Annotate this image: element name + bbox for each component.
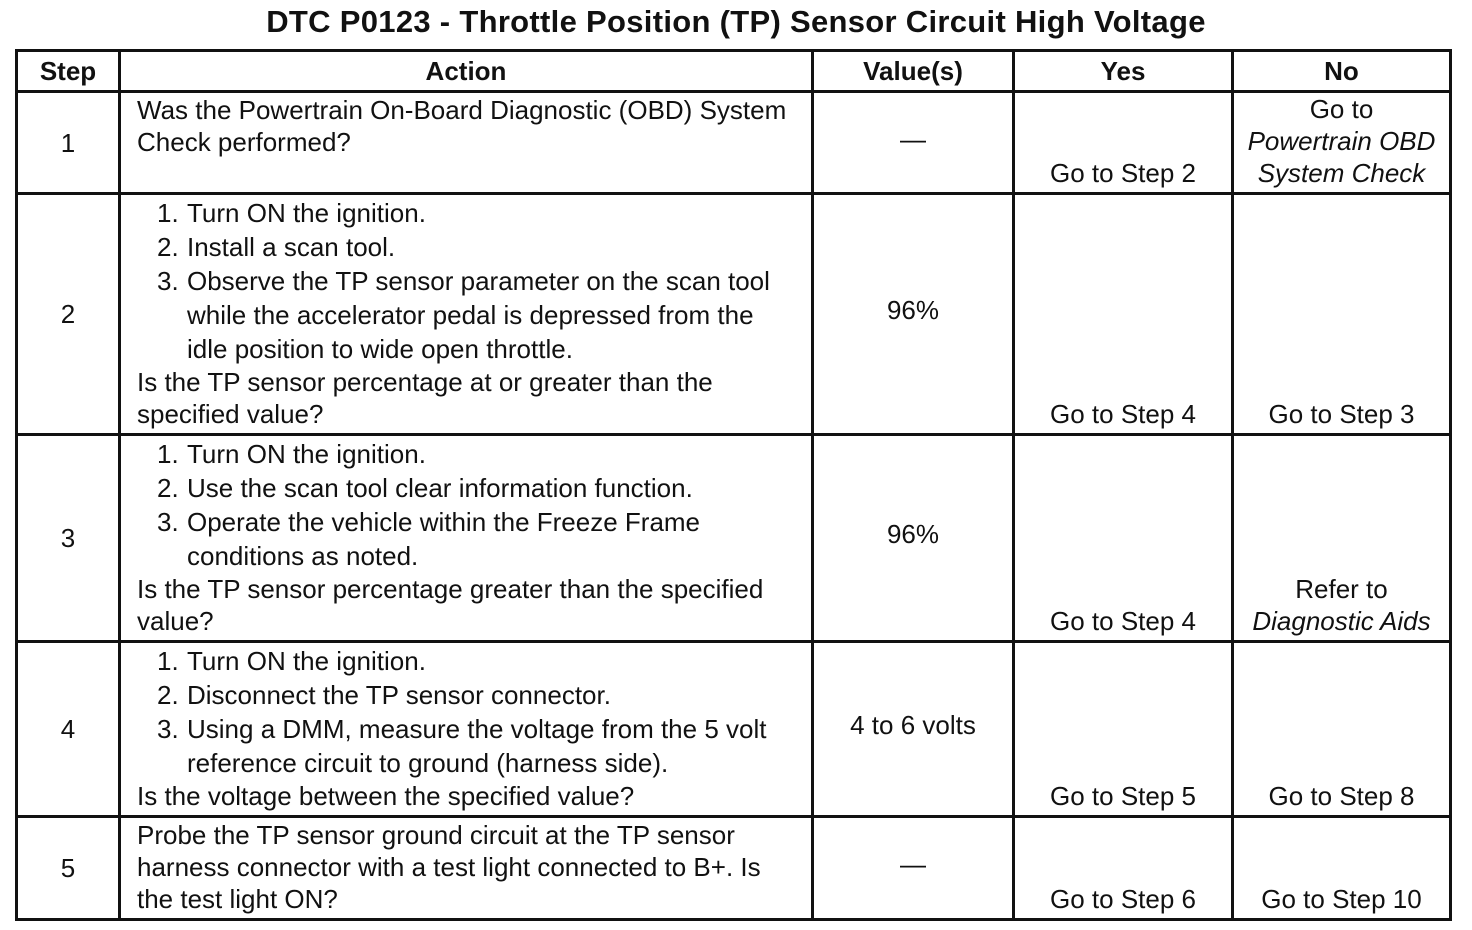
no-cell: Go to Step 8 bbox=[1233, 642, 1451, 817]
diagnostic-table bbox=[15, 49, 1452, 921]
action-cell bbox=[120, 194, 813, 435]
yes-cell: Go to Step 5 bbox=[1014, 642, 1233, 817]
table-row-step-3 bbox=[17, 435, 1451, 642]
list-item bbox=[157, 196, 799, 230]
value-cell bbox=[813, 92, 1014, 194]
step-number: 4 bbox=[17, 642, 120, 817]
action-question: Probe the TP sensor ground circuit at the TP sensor harness connector with a test light connected to B+. Is the test light ON? bbox=[137, 820, 761, 914]
action-cell bbox=[120, 92, 813, 194]
item-text: Observe the TP sensor parameter on the scan tool while the accelerator pedal is depressed from the idle position to wide open throttle. bbox=[187, 266, 770, 364]
value-text: 96% bbox=[886, 519, 940, 549]
action-steps-list bbox=[137, 437, 799, 573]
no-reference: Powertrain OBD System Check bbox=[1247, 126, 1436, 188]
action-cell bbox=[120, 642, 813, 817]
item-text: Install a scan tool. bbox=[187, 232, 396, 262]
item-number: 3. bbox=[157, 714, 179, 744]
item-text: Use the scan tool clear information function. bbox=[187, 473, 693, 503]
step-number: 5 bbox=[17, 817, 120, 920]
value-text: 4 to 6 volts bbox=[850, 710, 976, 740]
header-yes: Yes bbox=[1014, 51, 1233, 92]
header-action: Action bbox=[120, 51, 813, 92]
action-question: Was the Powertrain On-Board Diagnostic (OBD) System Check performed? bbox=[137, 95, 787, 157]
item-number: 3. bbox=[157, 507, 179, 537]
value-cell bbox=[813, 435, 1014, 642]
yes-cell: Go to Step 4 bbox=[1014, 194, 1233, 435]
action-steps-list bbox=[137, 644, 799, 780]
action-cell bbox=[120, 817, 813, 920]
header-step: Step bbox=[17, 51, 120, 92]
item-text: Using a DMM, measure the voltage from the 5 volt reference circuit to ground (harness side). bbox=[187, 714, 767, 778]
value-text: — bbox=[900, 123, 926, 154]
step-number: 3 bbox=[17, 435, 120, 642]
yes-cell: Go to Step 4 bbox=[1014, 435, 1233, 642]
step-number: 1 bbox=[17, 92, 120, 194]
no-cell: Go to Step 10 bbox=[1233, 817, 1451, 920]
table-row-step-4 bbox=[17, 642, 1451, 817]
value-cell bbox=[813, 642, 1014, 817]
list-item bbox=[157, 230, 799, 264]
item-number: 1. bbox=[157, 198, 179, 228]
list-item bbox=[157, 437, 799, 471]
item-number: 2. bbox=[157, 473, 179, 503]
item-text: Disconnect the TP sensor connector. bbox=[187, 680, 611, 710]
item-number: 3. bbox=[157, 266, 179, 296]
action-question: Is the voltage between the specified value? bbox=[137, 781, 635, 811]
item-number: 1. bbox=[157, 439, 179, 469]
header-no: No bbox=[1233, 51, 1451, 92]
no-cell bbox=[1233, 92, 1451, 194]
list-item bbox=[157, 471, 799, 505]
no-reference: Diagnostic Aids bbox=[1252, 606, 1431, 636]
list-item bbox=[157, 712, 799, 780]
yes-cell: Go to Step 6 bbox=[1014, 817, 1233, 920]
action-question: Is the TP sensor percentage greater than the specified value? bbox=[137, 574, 764, 636]
value-text: — bbox=[900, 849, 926, 879]
table-row-step-1 bbox=[17, 92, 1451, 194]
item-text: Turn ON the ignition. bbox=[187, 646, 426, 676]
list-item bbox=[157, 264, 799, 366]
action-steps-list bbox=[137, 196, 799, 366]
item-text: Turn ON the ignition. bbox=[187, 439, 426, 469]
header-values: Value(s) bbox=[813, 51, 1014, 92]
value-text: 96% bbox=[886, 295, 940, 325]
list-item bbox=[157, 644, 799, 678]
list-item bbox=[157, 678, 799, 712]
action-question: Is the TP sensor percentage at or greater than the specified value? bbox=[137, 367, 713, 429]
no-prefix: Go to bbox=[1309, 94, 1374, 124]
item-text: Operate the vehicle within the Freeze Frame conditions as noted. bbox=[187, 507, 701, 571]
table-row-step-5 bbox=[17, 817, 1451, 920]
action-cell bbox=[120, 435, 813, 642]
list-item bbox=[157, 505, 799, 573]
table-row-step-2 bbox=[17, 194, 1451, 435]
item-number: 1. bbox=[157, 646, 179, 676]
no-cell bbox=[1233, 435, 1451, 642]
yes-cell: Go to Step 2 bbox=[1014, 92, 1233, 194]
value-cell bbox=[813, 194, 1014, 435]
no-prefix: Refer to bbox=[1295, 574, 1388, 604]
value-cell bbox=[813, 817, 1014, 920]
step-number: 2 bbox=[17, 194, 120, 435]
no-cell: Go to Step 3 bbox=[1233, 194, 1451, 435]
document-title: DTC P0123 - Throttle Position (TP) Sensor Circuit High Voltage bbox=[266, 4, 1206, 39]
header-row bbox=[17, 51, 1451, 92]
item-number: 2. bbox=[157, 232, 179, 262]
item-text: Turn ON the ignition. bbox=[187, 198, 426, 228]
item-number: 2. bbox=[157, 680, 179, 710]
